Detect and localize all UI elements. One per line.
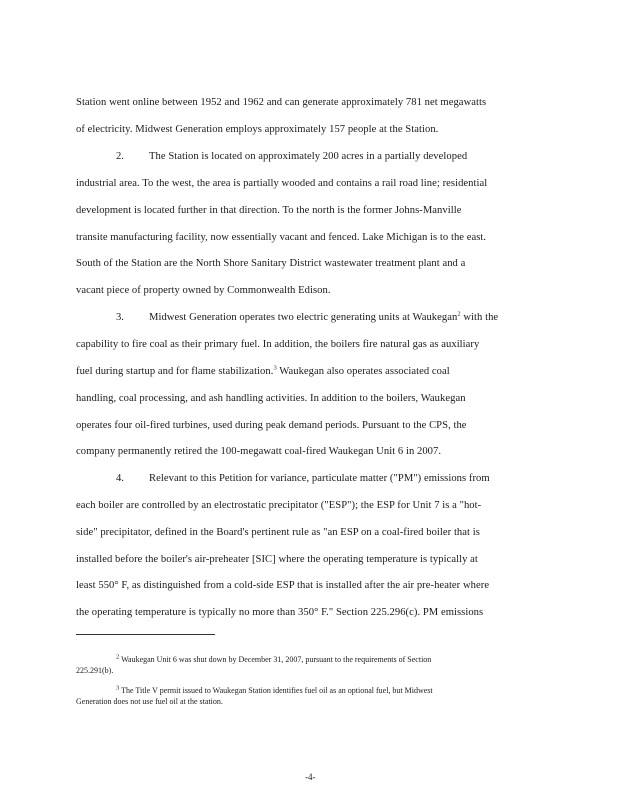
body-line-9-tail: with the: [460, 312, 499, 323]
paragraph-number-4: 4.: [116, 473, 124, 484]
paragraph-number-3: 3.: [116, 312, 124, 323]
body-line-5: development is located further in that direction. To the north is the former Johns-Manville: [76, 205, 462, 216]
footnote-3-text-1: The Title V permit issued to Waukegan Station identifies fuel oil as an optional fuel, but Midwest: [121, 686, 433, 695]
body-line-1: Station went online between 1952 and 1962 and can generate approximately 781 net megawatts: [76, 97, 487, 108]
body-line-16: each boiler are controlled by an electrostatic precipitator ("ESP"); the ESP for Unit 7 is a "hot-: [76, 500, 482, 511]
body-line-8: vacant piece of property owned by Commonwealth Edison.: [76, 285, 331, 296]
footnote-3-mark: 3: [116, 684, 120, 692]
footnote-ref-3: 3: [273, 364, 277, 372]
body-line-12: handling, coal processing, and ash handling activities. In addition to the boilers, Waukegan: [76, 393, 466, 404]
body-line-15: Relevant to this Petition for variance, particulate matter ("PM") emissions from: [149, 473, 490, 484]
body-line-3: The Station is located on approximately 200 acres in a partially developed: [149, 151, 468, 162]
body-line-9-text: Midwest Generation operates two electric generating units at Waukegan: [149, 312, 458, 323]
body-line-2: of electricity. Midwest Generation employs approximately 157 people at the Station.: [76, 124, 439, 135]
body-line-9: [149, 312, 549, 323]
body-line-18: installed before the boiler's air-preheater [SIC] where the operating temperature is typically at: [76, 554, 478, 565]
footnote-divider: [76, 634, 215, 635]
body-line-11-tail: Waukegan also operates associated coal: [276, 366, 450, 377]
footnote-3-line-2: Generation does not use fuel oil at the station.: [76, 697, 223, 706]
body-line-11: [76, 366, 546, 377]
body-line-14: company permanently retired the 100-megawatt coal-fired Waukegan Unit 6 in 2007.: [76, 446, 442, 457]
body-line-17: side" precipitator, defined in the Board's pertinent rule as "an ESP on a coal-fired boiler that is: [76, 527, 480, 538]
footnote-ref-2: 2: [457, 310, 461, 318]
footnote-2-mark: 2: [116, 653, 120, 661]
body-line-11-text: fuel during startup and for flame stabilization.: [76, 366, 274, 377]
footnote-2-line-2: 225.291(b).: [76, 666, 114, 675]
footnote-2-line-1: [116, 655, 586, 664]
page-number: -4-: [305, 772, 316, 782]
footnote-2-text-1: Waukegan Unit 6 was shut down by December 31, 2007, pursuant to the requirements of Section: [121, 655, 432, 664]
body-line-7: South of the Station are the North Shore Sanitary District wastewater treatment plant and a: [76, 258, 466, 269]
footnote-3-line-1: [116, 686, 586, 695]
body-line-13: operates four oil-fired turbines, used during peak demand periods. Pursuant to the CPS, the: [76, 420, 467, 431]
body-line-4: industrial area. To the west, the area is partially wooded and contains a rail road line; residential: [76, 178, 488, 189]
body-line-6: transite manufacturing facility, now essentially vacant and fenced. Lake Michigan is to the east.: [76, 232, 487, 243]
paragraph-number-2: 2.: [116, 151, 124, 162]
body-line-20: the operating temperature is typically no more than 350° F." Section 225.296(c). PM emissions: [76, 607, 484, 618]
body-line-10: capability to fire coal as their primary fuel. In addition, the boilers fire natural gas as auxiliary: [76, 339, 480, 350]
body-line-19: least 550° F, as distinguished from a cold-side ESP that is installed after the air pre-heater where: [76, 580, 490, 591]
